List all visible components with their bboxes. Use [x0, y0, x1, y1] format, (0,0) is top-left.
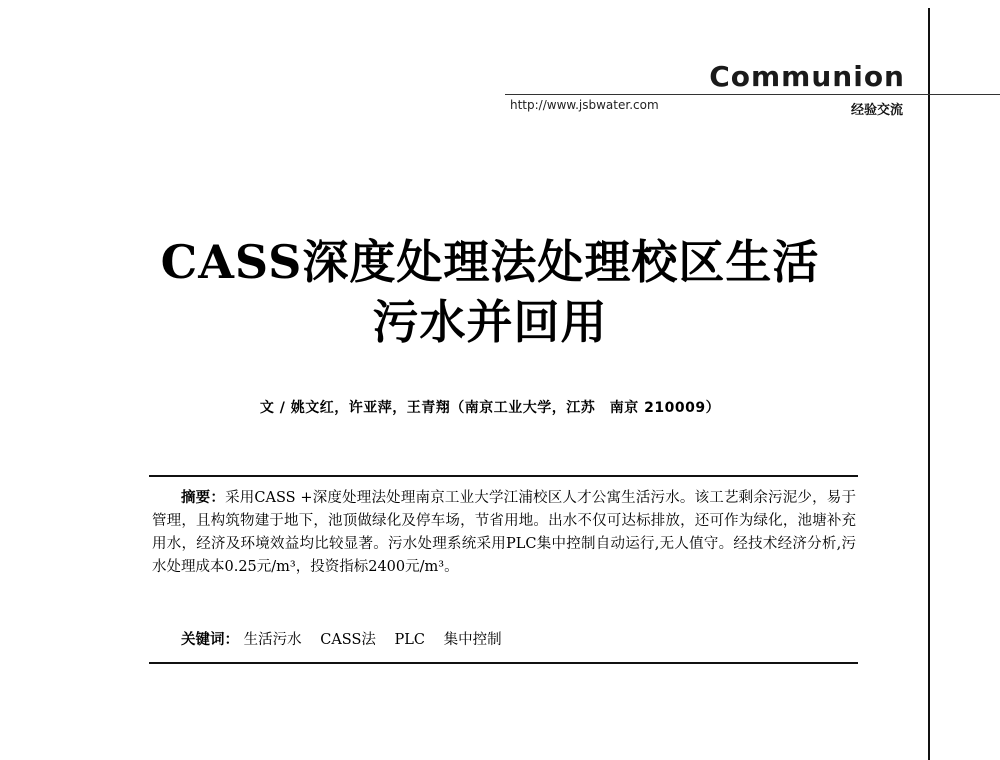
header-rule [505, 94, 1000, 95]
abstract [152, 486, 856, 579]
abstract-top-rule [149, 475, 858, 477]
abstract-label: 摘要： [181, 489, 226, 506]
keywords [152, 628, 856, 652]
keyword-item: 生活污水 [243, 632, 302, 648]
keyword-item: PLC [394, 632, 425, 648]
keyword-item: 集中控制 [443, 632, 502, 648]
journal-url[interactable]: http://www.jsbwater.com [510, 98, 659, 112]
margin-rule [928, 8, 930, 760]
keywords-label: 关键词： [181, 631, 239, 648]
title-line-1: CASS深度处理法处理校区生活 [160, 235, 820, 289]
author-byline: 文 / 姚文红，许亚萍，王青翔（南京工业大学，江苏 南京 210009） [259, 400, 721, 416]
keyword-item: CASS法 [320, 632, 376, 648]
section-label: 经验交流 [850, 103, 903, 118]
abstract-text: 采用CASS +深度处理法处理南京工业大学江浦校区人才公寓生活污水。该工艺剩余污泥少，易于管理，且构筑物建于地下，池顶做绿化及停车场，节省用地。出水不仅可达标排放，还可作为绿化，池塘补充用水，经济及环境效益均比较显著。污水处理系统采用PLC集中控制自动运行,无人值守。经技术经济分析,污水处理成本0.25元/m³，投资指标2400元/m³。 [152, 490, 856, 575]
abstract-bottom-rule [149, 662, 858, 664]
article-title [140, 232, 840, 352]
title-line-2: 污水并回用 [372, 295, 608, 349]
journal-brand: Communion [709, 60, 905, 93]
